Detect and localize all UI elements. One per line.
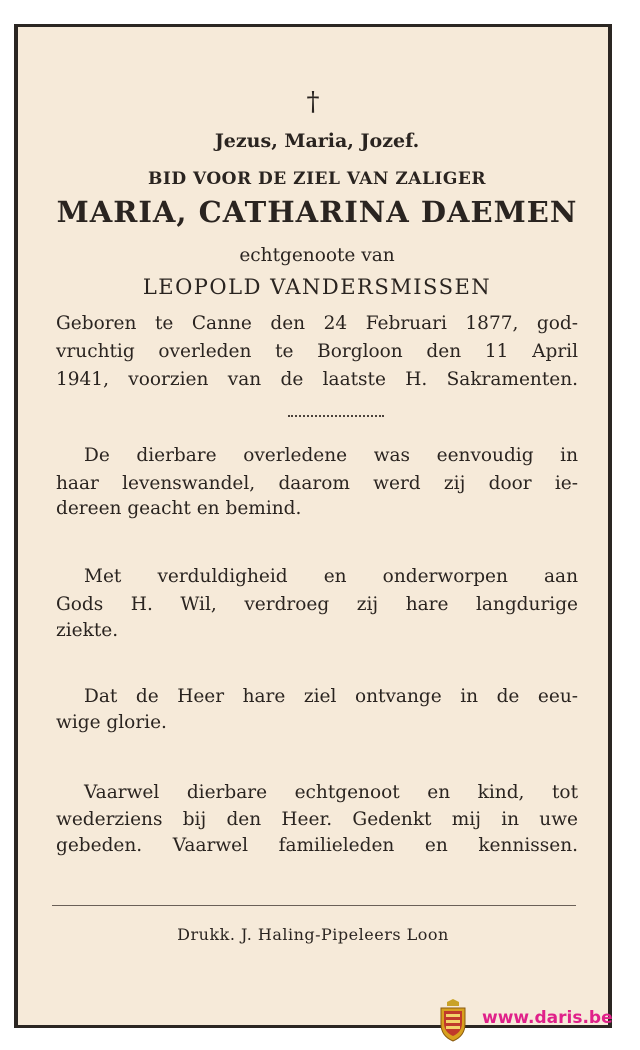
horizontal-rule — [52, 905, 576, 906]
spouse-intro: echtgenoote van — [239, 245, 395, 266]
watermark — [438, 998, 638, 1044]
paragraph-line: gebeden. Vaarwel familieleden en kennissen. — [56, 835, 578, 856]
paragraph-line: wederziens bij den Heer. Gedenkt mij in uwe — [56, 809, 578, 830]
paragraph-line: Gods H. Wil, verdroeg zij hare langdurige — [56, 594, 578, 615]
paragraph-line: dereen geacht en bemind. — [56, 498, 302, 519]
paragraph-line: Vaarwel dierbare echtgenoot en kind, tot — [84, 782, 578, 803]
invocation: Jezus, Maria, Jozef. — [214, 130, 420, 152]
paragraph-line: ziekte. — [56, 620, 119, 641]
memorial-card — [14, 24, 612, 1028]
dotted-divider — [288, 415, 384, 417]
cross-icon: † — [306, 87, 320, 117]
paragraph-line: De dierbare overledene was eenvoudig in — [84, 445, 578, 466]
paragraph-line: Dat de Heer hare ziel ontvange in de eeu- — [84, 686, 578, 707]
spouse-name: LEOPOLD VANDERSMISSEN — [142, 275, 492, 299]
deceased-name: MARIA, CATHARINA DAEMEN — [56, 195, 578, 229]
watermark-text: www.daris.be — [482, 1008, 613, 1028]
paragraph-line: haar levenswandel, daarom werd zij door ie- — [56, 473, 578, 494]
birth-line: vruchtig overleden te Borgloon den 11 April — [56, 341, 578, 362]
birth-line: Geboren te Canne den 24 Februari 1877, god- — [56, 313, 578, 334]
heraldic-shield-icon — [438, 998, 468, 1042]
birth-line: 1941, voorzien van de laatste H. Sakramenten. — [56, 369, 578, 390]
paragraph-line: Met verduldigheid en onderworpen aan — [84, 566, 578, 587]
paragraph-line: wige glorie. — [56, 712, 167, 733]
printer-credit: Drukk. J. Haling-Pipeleers Loon — [177, 925, 449, 944]
prayer-line: BID VOOR DE ZIEL VAN ZALIGER — [148, 169, 486, 189]
